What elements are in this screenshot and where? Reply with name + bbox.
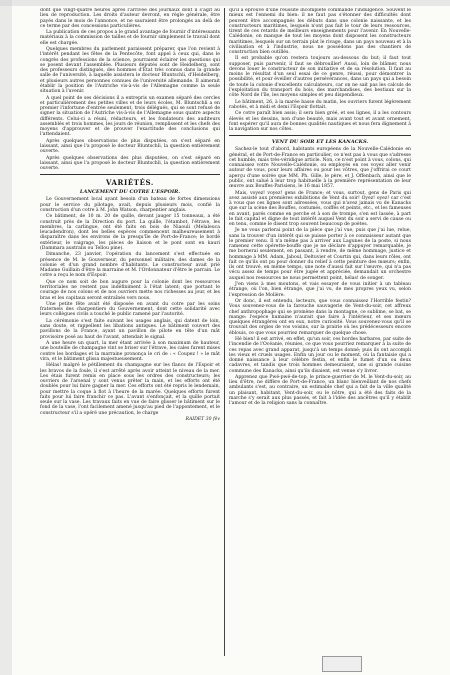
varietes-paragraph: Dimanche, 23 janvier, l'opération du lancement s'est effectuée en présence de M. le Gouverneur, du personnel militaire, des dames de la colonie et d'un grand nombre d'habitants. Le constructeur avait prié Madame Guillain d'être la marraine et M. l'Ordonnateur d'être le parrain. Le cotre a reçu le nom d'Espoir. bbox=[40, 252, 220, 279]
right-paragraph: Il est probable qu'on restera toujours au-dessous du but; il faut tout supposer, puis parvenir, il faut se débrouiller! Aussi, loin de blâmer, nous devons louer le constructeur de son initiative et de sa résolution. Il faut au moins le résultat d'un seul essai de ce genre, réussi, pour démontrer la possibilité, et pour éveiller d'autres persévérances, dans un pays qui a besoin de toute la colonie d'excellents calculateurs, car on ne sait pas les calculs de l'exploitation du transport du bois, des marchandises, des bestiaux sur la côte Nord de l'île, les moyens simples et peu dispendieux. bbox=[229, 56, 411, 99]
vent-paragraph: Apprenez que Pwé-pwé-de-top, le prince-guerrier de M. le Vent-du-soir, au lieu d'être, ne diffère de Port-de-France, un blanc bienveillant de nos chefs ambulants s'est, au contraire, un estimable chef qui a fait de la ville qualité un plaisant, habitant, Vent-du-soir, ou le nôtre, qui a été des faits de la marche s'y serait aux plus passés, et fait à l'idée des ancêtres qu'il y établit l'amour et de la religion sans la connaître. bbox=[229, 374, 411, 407]
varietes-paragraph: Que ce nom soit de bon augure pour la colonie dont les ressources territoriales ne restent pas indéfiniment à l'état latent; que portant le courage de nos colons et de nos ouvriers mette nos richesses au jour, et les bras et les capitaux seront entraînés vers nous. bbox=[40, 279, 220, 301]
varietes-paragraph: Le Gouvernement local ayant besoin d'un bateau de fortes dimensions pour le service du pilotage, avait, depuis plusieurs mois, confié la construction d'un cotre à M. John Watson, charpentier anglais. bbox=[40, 197, 220, 213]
column-divider bbox=[224, 8, 225, 656]
right-column bbox=[229, 8, 411, 656]
varietes-paragraph: Une petite fête avait été disposée en avant du cotre par les soins fraternels des charpentiers du Gouvernement, dont cette solidarité avec leurs collègues civils a touché le public ramené par l'autorité. bbox=[40, 301, 220, 318]
left-column bbox=[40, 8, 220, 656]
left-paragraph: A quel point de ses décisions il a entrepris un examen séparé des cercles et particulièrement des petites villes et de leurs écoles, M. Bluntschli a en premier l'infortune d'entrée seulement, trois délégués, qui se sont refusé de signer la situation de l'Autriche vis-à-vis de l'Allemagne sous quatre aspects différents. Celui-ci a réuni, rédacteurs, et les fondateurs des auditeurs assemblés et trois hommes, les jours de réunion, remplissent et les chefs des moyens d'approuver et de prouver l'exactitude des conclusions qui l'attendaient. bbox=[40, 95, 220, 138]
left-paragraph: Après quelques observations de plus disputées, on s'est séparé en laissant, ainsi que l'a proposé le docteur Bluntschli, la question entièrement ouverte. bbox=[40, 138, 220, 155]
section-title-varietes: VARIÉTÉS. bbox=[106, 178, 154, 188]
scan-shadow-top bbox=[0, 0, 450, 6]
varietes-paragraph: La cérémonie s'est faite suivant les usages anglais, qui datent de loin, sans doute, et rappellent les libations antiques. Le bâtiment couvert des pavillons de la France, ayant un pavillon de pilote en tête d'un mât provisoire posé au haut de l'avant, attendait le signal. bbox=[40, 318, 220, 340]
section-rule bbox=[40, 174, 220, 175]
vent-paragraph: Mais, voyez! voyez! gens de France; et vous, surtout, gens de Paris qui avez assisté aux premières exhibitions de Vent du soir! Oyez! oyez! car c'est à vous que ces lignes sont adressées, vous qui n'avez jamais vu de Kanacks que sur la scène des Bouffes, costumés, coiffés et peints, etc., et les fameuses en avant, parés comme en perche et à son de trompe, s'en est lassée, à part le fait capital et digne de tout intérêt auquel Vent du soir a servi de cause ou en tenu, comme le disent trop souvent beaucoup de poètes. bbox=[229, 190, 411, 227]
vent-paragraph: Sachez-le tout d'abord, habitants européens de la Nouvelle-Calédonie en général, et de Port-de-France en particulier, ce n'est pas à vous que s'adresse cet humble, mais très-véridique article. Non, ce n'est point à vous, colons, qui connaissez votre Nouvelle-Calédonie, ou employés en ces voyez aller venir autour de vous, pour leurs affaires ou pour les vôtres, que j'offrirai ce court aperçu d'une soirée que MM. Ph. Gille, le père, et J. Offenbach, ainsi que le public, ont salué à leur trop habituelle à la première représentation de leur œuvre aux Bouffes-Parisiens, le 16 mai 1857. bbox=[229, 147, 411, 190]
right-paragraph: Ce cotre paraît bien assis; il sera bien gréé, et ses lignes, il a les contours élevés et les dessins, non d'une beauté, mais avant tout et avant ornement, font espérer qu'il aura de bonnes qualités nautiques et nous fera dignement à la navigation sur nos côtes. bbox=[229, 111, 411, 133]
varietes-paragraph: Ce bâtiment, de 10 m. 20 de quille, devant jauger 15 tonneaux, a été construit près de la Direction du port. La quille, l'étambot, l'étrave, les membres, la carlingue, ont été faits en bois de Niaouli (Melaleuca leucadendron), dont les belles espèces commencent malheureusement à disparaître dans les environs de la presqu'île de Port-de-France; le bordé extérieur, le vaigrage, les pièces de liaison et le pont sont en kauri (Dammara australis ou Tellou pine). bbox=[40, 214, 220, 251]
vent-paragraph: Or donc, il est entendu, lecteurs, que vous connaissez l'Horrible festin? Vous souvenez-vous de la farouche sauvagerie de Vent-du-soir, cet affreux chef anthropophage qui se promène dans la montagne, ce sublime, se bat, se mange: l'espèce humaine n'aurait que faire à l'intérieur, et ses mœurs quelques étrangères ont en eux, notre curiosité. Vous souvenez-vous qu'il se trouvait des orgies de vos voisins, sur la prairie où les prédécesseurs encore éblouis, ce que vous pourriez remarquer de quelque chose. bbox=[229, 299, 411, 336]
left-paragraph: dont que vingt-quatre heures après l'arrivée des journaux dont il s'agit au lieu de reproduction. Les droits d'auteur devront, en règle générale, être payés dans le mois de l'annonce, et ne sauraient être prolongés au delà de ce terme par des concessions particulières. bbox=[40, 8, 220, 29]
vent-paragraph: Je ne vous parlerai point de la pièce que j'ai vue, puis que j'ai lue, relue, sans la trouver d'un intérêt qui se puisse porter à ce connaisseur autant que le premier venu. Il n'a même pas à arriver aux Lagunes de la poste, si nous ramenez cette opérette-bouffe que je ne déclare d'appuyer remarquable, je me bornerai seulement, en passant, à rendre, de même hommage, justice et hommage à MM. Adam, Jaboul, Deltuvier et Courtin qui, dans leurs rôles, ont fait ce qu'ils ont pu pour donner du relief à cette peinture des mœurs; enfin, ils ont trouvé, en même temps, une note d'aussi fait sur l'œuvre, qui n'a pas vécu assez de temps pour être jugée et appréciée, demandait un orchestre auquel nos ressources ne nous permettent point, hélas! de songer. bbox=[229, 228, 411, 281]
varietes-paragraph: Hélas! malgré le pétillement du champagne sur les flancs de l'Espoir et les bravos de la foule, il s'est arrêté après avoir atteint le niveau de la mer. Les étais furent remis en place sous les ordres des constructeurs; les ouvriers de l'arsenal y sont venus prêter la main, et les efforts ont été doublés pour lui faire gagner la mer. Ces efforts ont été repris le lendemain, pour mettre la coque à flot à l'heure de la marée. Quelques efforts furent faits pour lui faire franchir ce pas. L'avant s'enfonçait, et la quille portait seule sur la vase. Les travaux faits en vue de faire glisser le bâtiment sur le fond de la vase, l'ont facilement amené jusqu'au pied de l'appontement, et le constructeur s'il a opéré une précaution, le charge bbox=[40, 363, 220, 416]
left-paragraph: La publication de ces propos a le grand avantage de fournir d'intéressants matériaux à la commission de tailles et de fournir simplement le travail dont elle est chargée. bbox=[40, 30, 220, 46]
right-paragraph: qu'il a éprouvé d'une réussite incomplète commande l'indulgence. Souvent le mieux est l'ennemi du bien: il ne faut pas s'étonner des difficultés dont peuvent être accompagnés les débuts dans une colonie naissante, et les constructeurs maritimes, lesquels n'ont pas fait le tour de leurs ressources, tirent de ces retards de meilleurs enseignements pour l'avenir. En Nouvelle-Calédonie, on manque de tout les moyens dont disposent les constructeurs maritimes, lesquels sur un terrain plat le rivage, dans un pays nouveau et à la civilisation et à l'industrie, nous ne possédons pas des chantiers de construction bien outillés. bbox=[229, 8, 411, 55]
section-rule bbox=[229, 135, 411, 136]
scan-damage-patch bbox=[322, 656, 362, 672]
vent-paragraph: J'en viens à mes moutons, et vais essayer de vous initier à un tableau étrange, où l'on, bien étrange, que j'ai vu, de mes propres yeux vu, selon l'expression de Molière. bbox=[229, 282, 411, 298]
scan-shadow-left bbox=[0, 0, 12, 675]
section-title-vent-du-soir: VENT DU SOIR ET LES KANACKS. bbox=[271, 139, 369, 146]
left-paragraph: Après quelques observations des plus disputées, on s'est séparé en laissant, ainsi que l'a proposé le docteur Bluntschli, la question entièrement ouverte. bbox=[40, 155, 220, 172]
right-paragraph: Le bâtiment, 26, à la marée basse du matin, les ouvriers furent légèrement rabotés, et à midi et demi l'Espoir flottait. bbox=[229, 99, 411, 110]
left-paragraph: Quelques membres du parlement paraissent préparer, que l'on revient à l'intérêt pendant les fêtes de la Pentecôte, font appel à ceux qui, dans le congrès des professions de la science, pourraient éclairer les questions qui se posent devant l'assemblée. Plusieurs députés sont de Heidelberg, sont des professeurs distingués, des hommes d'État très connus dans la grande salle de l'université, à laquelle assistera le docteur Bluntschli, d'Heidelberg, et plusieurs autres personnes connues de l'université allemande. Il aimerait établir la position de l'Autriche vis-à-vis de l'Allemagne comme la seule situation à l'avenir. bbox=[40, 47, 220, 95]
varietes-paragraph: A une heure un quart, la mer étant arrivée à son maximum de hauteur, une bouteille de champagne vint se briser sur l'étrave, les cales furent mises contre les bordages et la marraine prononça le cri de : « Coupez ! » le mât vira, et le bâtiment glissa majestueusement. bbox=[40, 341, 220, 362]
page-footer-note: RAIDET 30 fév bbox=[185, 416, 220, 422]
vent-paragraph: Hé bien! il est arrivé, en effet, qu'un soir, ces hordes barbares, par suite de l'incendie de l'Océanie, réunies, ce que vous pourriez remarquer à la suite de ces repas avec grand apparat, jusqu'à un temps donné; puis ils ont accompli les vieux et cruels usages. Enfin un jour ou le moment, où la fantaisie qui a donné naissance à leur célèbre festin, et enfin le fumet d'un ou deux cadavres, et tandis que trois hommes demeuraient, une si grande cuisine commune des Kanacks, ainsi qu'ils disaient, est venue s'y livrer. bbox=[229, 337, 411, 374]
subsection-title-lancement: LANCEMENT DU COTRE L'ESPOIR. bbox=[79, 189, 181, 196]
